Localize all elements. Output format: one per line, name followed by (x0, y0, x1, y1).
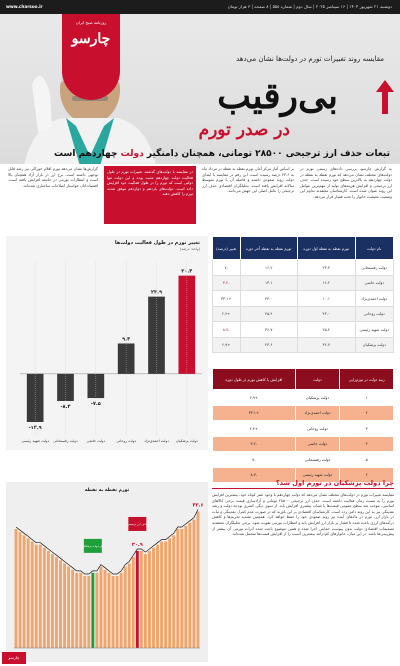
table1-row (213, 306, 394, 322)
table1-cell: ۱۰.۱ (297, 291, 355, 307)
article-column-2: بر اساس آمار مرکز آمار، تورم نقطه به نقطه در مرداد ماه به ۴۳.۶ درصد رسیده است. این رقم در مقایسه با ابتدای دولت روند صعودی داشته و فاصله آن با تورم متوسط سالانه افزایش یافته است. تحلیلگران اقتصادی حذف ارز ترجیحی را عامل اصلی این جهش می‌دانند. (202, 166, 294, 194)
footer-logo: چارسو (2, 652, 26, 664)
subheadline-part1: تبعات حذف ارز ترجیحی ۲۸۵۰۰ تومانی، همچنان دامنگیر (143, 149, 390, 159)
chart2-bar (124, 567, 127, 648)
chart1-category-label: دولت خاتمی (86, 439, 106, 443)
table2-cell: ۵ (340, 452, 394, 468)
why-text: مقایسه تغییرات تورم در دولت‌های مختلف نشان می‌دهد که دولت چهاردهم با وجود عمر کوتاه خود، بیشترین افزایش تورم را به نسبت زمان فعالیت داشته است. حذف ارز ترجیحی ۲۸۵۰۰ تومانی و آزادسازی قیمت برخی کالاهای اساسی، موجب شد سطح عمومی قیمت‌ها با شتاب بیشتری افزایش یابد. از سوی دیگر، کسری بودجه دولت و رشد نقدینگی نیز به این روند دامن زده است. کارشناسان اقتصادی بر این باورند که در صورت عدم کنترل نقدینگی و ثبات در بازار ارز، تورم در ماه‌های آینده نیز روند صعودی خود را حفظ خواهد کرد. همچنین تشدید تحریم‌ها و کاهش درآمدهای ارزی باعث شده تا فشار بر بازار ارز افزایش یابد و انتظارات تورمی تقویت شود. برخی تحلیلگران معتقدند تصمیمات اقتصادی دولت بدون پیوست حمایتی اجرا شده و همین موضوع باعث شده اثرات تورمی آن بیشتر از پیش‌بینی‌ها باشد. در این میان، خانوارهای کم‌درآمد بیشترین آسیب را از افزایش قیمت‌ها متحمل شده‌اند. (212, 492, 394, 537)
table1-cell: ۱۶.۲ (240, 260, 297, 276)
chart1-value-label: ۳۰.۴ (181, 268, 193, 275)
table2-cell: +۳۳.۱ (213, 405, 296, 421)
table2-cell: ۴ (340, 436, 394, 452)
table1-cell: ۳۶.۷ (240, 322, 297, 338)
chart1-value-label: -۸.۴ (60, 403, 71, 410)
table1-cell: دولت خاتمی (355, 275, 394, 291)
why-section (212, 478, 394, 642)
chart2-bar (160, 542, 163, 648)
chart1-value-label: ۹.۴ (122, 336, 131, 343)
subheadline-part2: چهاردهم است (53, 149, 121, 159)
chart1-category-label: دولت روحانی (116, 439, 137, 443)
chart1-title: تغییر تورم در طول فعالیت دولت‌ها (114, 240, 200, 246)
chart2-bar (152, 548, 155, 648)
chart2-bar (35, 545, 38, 648)
table1-header: نام دولت (355, 237, 394, 260)
table2-cell: +۲.۴ (213, 421, 296, 437)
logo-tagline: روزنامه صبح ایران (75, 20, 107, 25)
table1-header: تورم نقطه به نقطه آخر دوره (240, 237, 297, 260)
table1-cell: ۱۶.۲ (297, 275, 355, 291)
chart2-bar (43, 548, 46, 648)
chart2-bar (156, 545, 159, 648)
chart1-value-label: ۲۳.۹ (150, 289, 163, 296)
chart2-bar (148, 551, 151, 648)
chart2-bar (47, 551, 50, 648)
article-column-3: در مقایسه با دولت‌های گذشته، تغییرات تورم در طول فعالیت دولت چهاردهم مثبت بوده و این دولت تنها دولتی است که تورم را در طول فعالیت خود افزایش داده است. دولت‌های یازدهم و دوازدهم موفق شدند تورم را کاهش دهند. (104, 166, 196, 224)
chart2-bar (27, 538, 30, 648)
table2-cell: ۶ (340, 467, 394, 483)
chart2-bar (116, 576, 119, 648)
table2-cell: ۲ (340, 405, 394, 421)
chart2-bar (140, 551, 143, 648)
table2-row (213, 405, 394, 421)
chart2-bar (136, 551, 139, 648)
table1-cell: ۴۵.۴ (297, 322, 355, 338)
table1-row (213, 337, 394, 353)
table1-cell: ۲۳.۳ (297, 260, 355, 276)
table2-row (213, 390, 394, 406)
table2-cell: دولت رفسنجانی (295, 452, 340, 468)
front-page-header (0, 14, 400, 164)
chart2-bar (55, 557, 58, 648)
table2-cell: ۱ (340, 390, 394, 406)
table2-row (213, 436, 394, 452)
chart2-bar (83, 576, 86, 648)
subheadline-highlight: دولت (120, 149, 144, 159)
chart2-bar (15, 529, 18, 648)
table1-cell: ۴۵.۴ (240, 306, 297, 322)
chart2-bar (75, 573, 78, 648)
table1-row (213, 275, 394, 291)
table2-header: رتبه دولت در تورم‌زایی (340, 369, 394, 390)
chart2-title: تورم نقطه به نقطه (84, 488, 130, 493)
chart2-bar (19, 532, 22, 648)
table2-cell: +۶.۹ (213, 390, 296, 406)
issue-date: دوشنبه ۲۱ شهریور ۱۴۰۴ | ۱۶ سپتامبر ۲۰۲۵ | سال دوم | شماره ۵۵۸ | ۸ صفحه | ۳ هزار تومان (227, 4, 392, 9)
table2-cell: دولت خاتمی (295, 436, 340, 452)
table1-cell: -۸.۷ (213, 322, 241, 338)
chart2-bar (51, 554, 54, 648)
chart2-bar (176, 529, 179, 648)
chart2-marker-label: آغاز دولت پزشکیان (81, 543, 105, 548)
chart2-bar (31, 542, 34, 648)
chart2-bar (91, 573, 94, 648)
table1-cell: +۲.۴ (213, 306, 241, 322)
table1-cell: ۳۶.۷ (297, 337, 355, 353)
table2-header: دولت (295, 369, 340, 390)
table2-cell: -۸.۷ (213, 467, 296, 483)
table2-cell: دولت احمدی‌نژاد (295, 405, 340, 421)
chart2-bar (71, 570, 74, 648)
table2-row (213, 452, 394, 468)
table2-cell: -۳.۲ (213, 436, 296, 452)
chart2-bar (87, 576, 90, 648)
chart2-value-label: ۳۰.۹ (131, 541, 143, 548)
site-url[interactable]: www.charsoo.ir (6, 4, 43, 9)
chart2-bar (192, 520, 195, 648)
newspaper-logo (62, 14, 120, 100)
chart2-bar (63, 563, 66, 648)
chart2-bar (79, 573, 82, 648)
chart2-bar (112, 576, 115, 648)
chart1-category-label: دولت شهید رئیسی (21, 439, 50, 443)
table1-cell: دولت احمدی‌نژاد (355, 291, 394, 307)
chart1-category-label: دولت پزشکیان (175, 439, 198, 443)
chart2-bar (168, 538, 171, 648)
table2-cell: دولت شهید رئیسی (295, 467, 340, 483)
chart2-bar (67, 567, 70, 648)
inflation-arrow-icon (376, 80, 394, 114)
chart2-bar (99, 567, 102, 648)
chart2-value-label: ۴۳.۶ (192, 502, 204, 509)
chart2-plot (6, 482, 208, 662)
chart2-bar (59, 560, 62, 648)
subheadline (10, 148, 390, 160)
chart2-bar (120, 573, 123, 648)
table1-row (213, 322, 394, 338)
table1-cell: دولت رفسنجانی (355, 260, 394, 276)
table1-row (213, 260, 394, 276)
chart1-plot (6, 236, 208, 450)
table2-cell: دولت پزشکیان (295, 390, 340, 406)
table1-header: تورم نقطه به نقطه اول دوره (297, 237, 355, 260)
logo-name: چارسو (71, 31, 111, 47)
table1-cell: ۴۳.۶ (240, 337, 297, 353)
chart2-bar (39, 545, 42, 648)
chart1-value-label: -۷.۵ (90, 401, 101, 408)
chart2-bar (188, 523, 191, 648)
lede-text: مقایسه روند تغییرات تورم در دولت‌ها نشان می‌دهد (236, 55, 384, 63)
chart1-subtitle: (واحد: درصد) (179, 247, 200, 251)
table1-row (213, 291, 394, 307)
chart2-bar (184, 526, 187, 648)
chart2-bar (104, 570, 107, 648)
table1-cell: ۱۳.۱ (240, 275, 297, 291)
inflation-change-chart (6, 236, 208, 450)
table2-header: افزایش یا کاهش تورم در طول دوره (213, 369, 296, 390)
chart1-category-label: دولت رفسنجانی (53, 439, 78, 443)
table2-row (213, 421, 394, 437)
why-title: چرا دولت پزشکیان در تورم اول شد؟ (212, 478, 394, 489)
chart2-bar (164, 542, 167, 648)
chart2-bar (180, 529, 183, 648)
chart1-value-label: -۱۴.۹ (28, 424, 42, 431)
chart1-category-label: دولت احمدی‌نژاد (144, 439, 169, 443)
table1-cell: ۴۳.۰ (297, 306, 355, 322)
article-body (8, 166, 392, 224)
chart2-bar (108, 573, 111, 648)
main-headline: بی‌رقیب (217, 75, 338, 117)
chart2-bar (23, 535, 26, 648)
table1-cell: دولت پزشکیان (355, 337, 394, 353)
table1-cell: ۴۳.۰ (240, 291, 297, 307)
table1-cell: -۷ (213, 260, 241, 276)
article-column-1: به گزارش چارسو، بررسی داده‌های رسمی تورم در دولت‌های مختلف نشان می‌دهد که تورم نقطه به نقطه در دولت چهاردهم به بالاترین سطح خود رسیده است. حذف ارز ترجیحی و افزایش هزینه‌های تولید از مهم‌ترین عوامل این روند عنوان شده است. کارشناسان معتقدند تداوم این وضعیت معیشت خانوار را تحت فشار قرار می‌دهد. (300, 166, 392, 199)
table2-cell: -۷ (213, 452, 296, 468)
chart2-bar (172, 535, 175, 648)
chart2-bar (95, 573, 98, 648)
table1-cell: +۶.۹ (213, 337, 241, 353)
chart2-bar (132, 557, 135, 648)
table1-cell: -۳.۲ (213, 275, 241, 291)
headline-subtitle: در صدر تورم (198, 120, 290, 140)
top-info-bar (0, 0, 400, 14)
chart2-bar (197, 512, 200, 648)
table1-cell: +۳۳.۱ (213, 291, 241, 307)
chart2-bar (144, 554, 147, 648)
table2-cell: دولت روحانی (295, 421, 340, 437)
table1-cell: دولت روحانی (355, 306, 394, 322)
chart2-marker-label: حذف ارز ترجیحی (127, 521, 148, 526)
point-inflation-chart (6, 482, 208, 662)
table1-cell: دولت شهید رئیسی (355, 322, 394, 338)
article-column-4: گزارش‌ها نشان می‌دهد تورم اقلام خوراکی نیز رشد قابل توجهی داشته است. نرخ ارز در بازار آزاد همچنان بالا است و انتظارات تورمی در جامعه افزایش یافته است. اقتصاددانان خواستار اصلاحات ساختاری شده‌اند. (8, 166, 98, 188)
table1-header: تغییر (درصد) (213, 237, 241, 260)
inflation-ranking-table (212, 368, 394, 483)
government-inflation-table (212, 236, 394, 353)
chart2-bar (128, 563, 131, 648)
table2-cell: ۳ (340, 421, 394, 437)
